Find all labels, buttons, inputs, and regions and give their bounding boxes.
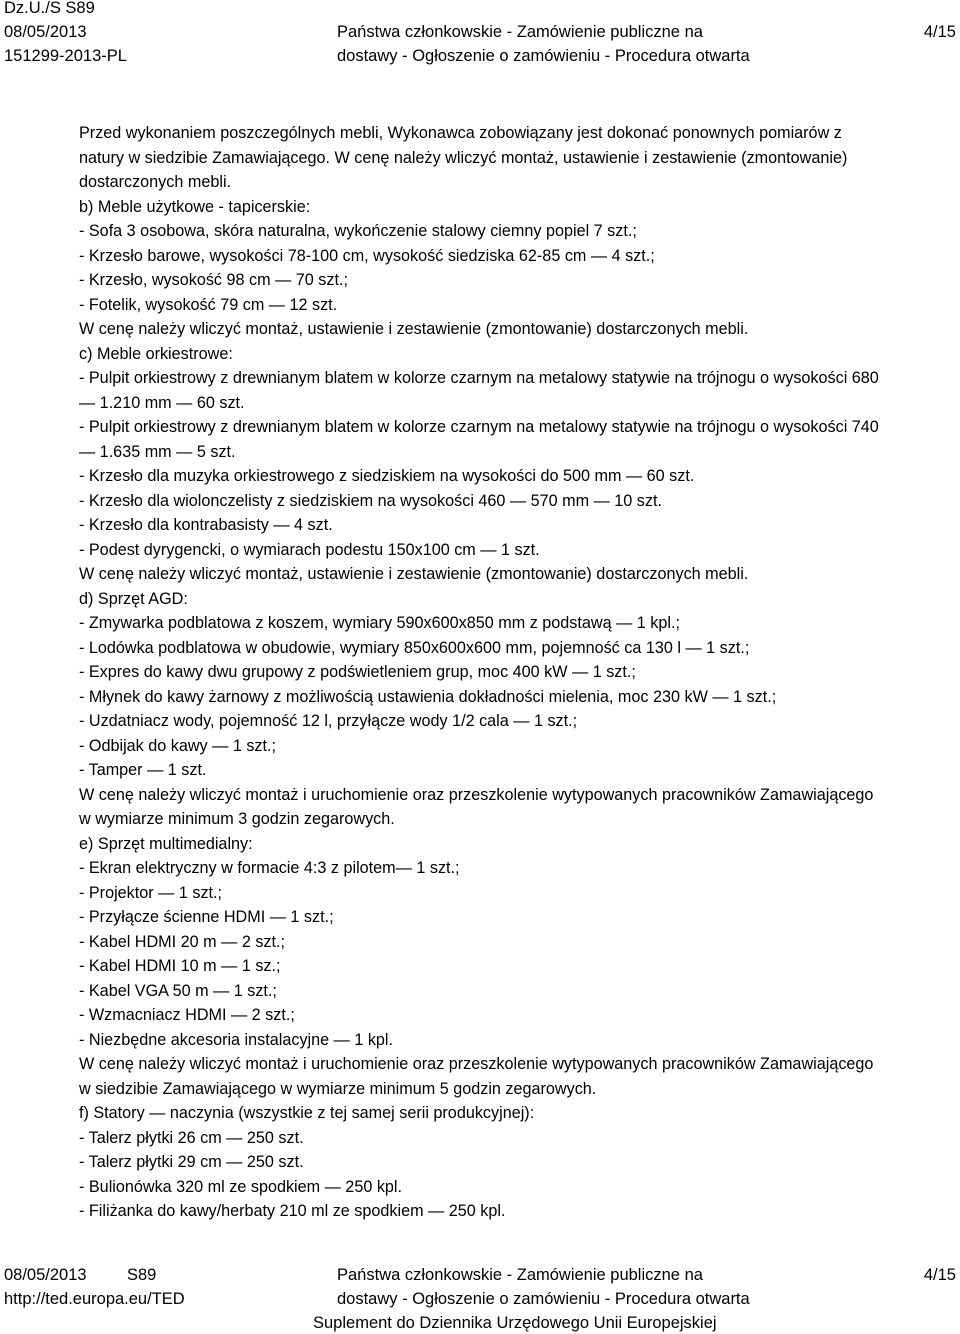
footer-page-number: 4/15 [923,1266,956,1284]
text-line: W cenę należy wliczyć montaż, ustawienie i zestawienie (zmontowanie) dostarczonych mebli. [79,320,749,338]
document-body [79,121,955,1224]
text-line: - Bulionówka 320 ml ze spodkiem — 250 kpl. [79,1177,403,1196]
footer-title-line2: dostawy - Ogłoszenie o zamówieniu - Procedura otwarta [337,1290,750,1308]
text-line: - Talerz płytki 26 cm — 250 szt. [79,1128,304,1147]
text-line: - Krzesło dla muzyka orkiestrowego z siedziskiem na wysokości do 500 mm — 60 szt. [79,467,695,485]
text-line: - Fotelik, wysokość 79 cm — 12 szt. [79,295,338,314]
footer-title-line1: Państwa członkowskie - Zamówienie publiczne na [337,1266,703,1284]
text-line: - Sofa 3 osobowa, skóra naturalna, wykończenie stalowy ciemny popiel 7 szt.; [79,222,637,240]
text-line: - Młynek do kawy żarnowy z możliwością ustawienia dokładności mielenia, moc 230 kW — 1 szt.; [79,687,777,706]
header-page-number: 4/15 [923,23,956,41]
text-line: - Niezbędne akcesoria instalacyjne — 1 kpl. [79,1030,394,1049]
text-line: - Talerz płytki 29 cm — 250 szt. [79,1153,304,1171]
text-line: W cenę należy wliczyć montaż i uruchomienie oraz przeszkolenie wytypowanych pracowników Zamawiającego [79,1055,874,1073]
text-line: - Ekran elektryczny w formacie 4:3 z pilotem— 1 szt.; [79,859,460,877]
text-line: - Kabel HDMI 10 m — 1 sz.; [79,957,281,975]
text-line: w siedzibie Zamawiającego w wymiarze minimum 5 godzin zegarowych. [79,1079,597,1098]
text-line: - Kabel VGA 50 m — 1 szt.; [79,981,277,1000]
text-line: - Przyłącze ścienne HDMI — 1 szt.; [79,908,334,926]
text-line: - Zmywarka podblatowa z koszem, wymiary 590x600x850 mm z podstawą — 1 kpl.; [79,614,680,632]
text-line: d) Sprzęt AGD: [79,589,188,608]
text-line: - Krzesło, wysokość 98 cm — 70 szt.; [79,271,348,289]
footer-date: 08/05/2013 [4,1266,87,1284]
text-line: c) Meble orkiestrowe: [79,344,233,363]
text-line: Przed wykonaniem poszczególnych mebli, Wykonawca zobowiązany jest dokonać ponownych pomiarów z [79,124,842,142]
text-line: - Uzdatniacz wody, pojemność 12 l, przyłącze wody 1/2 cala — 1 szt.; [79,712,578,730]
text-line: - Filiżanka do kawy/herbaty 210 ml ze spodkiem — 250 kpl. [79,1202,506,1220]
text-line: - Podest dyrygencki, o wymiarach podestu 150x100 cm — 1 szt. [79,540,540,559]
text-line: dostarczonych mebli. [79,173,232,191]
text-line: W cenę należy wliczyć montaż i uruchomienie oraz przeszkolenie wytypowanych pracowników Zamawiającego [79,785,874,804]
text-line: - Pulpit orkiestrowy z drewnianym blatem w kolorze czarnym na metalowy statywie na trójnogu o wysokości 680 [79,369,879,387]
text-line: - Krzesło barowe, wysokości 78-100 cm, wysokość siedziska 62-85 cm — 4 szt.; [79,246,655,265]
document-number: 151299-2013-PL [4,47,127,65]
journal-ref: Dz.U./S S89 [4,0,95,17]
text-line: - Projektor — 1 szt.; [79,883,223,902]
text-line: natury w siedzibie Zamawiającego. W cenę należy wliczyć montaż, ustawienie i zestawienie (zmontowanie) [79,148,848,167]
header-title-line2: dostawy - Ogłoszenie o zamówieniu - Procedura otwarta [337,47,750,65]
text-line: - Lodówka podblatowa w obudowie, wymiary 850x600x600 mm, pojemność ca 130 l — 1 szt.; [79,638,750,657]
text-line: - Wzmacniacz HDMI — 2 szt.; [79,1006,295,1024]
footer-title-line3: Suplement do Dziennika Urzędowego Unii Europejskiej [313,1314,717,1332]
text-line: b) Meble użytkowe - tapicerskie: [79,197,311,216]
text-line: — 1.210 mm — 60 szt. [79,393,245,412]
text-line: w wymiarze minimum 3 godzin zegarowych. [79,810,395,828]
text-line: - Tamper — 1 szt. [79,761,207,779]
footer-url: http://ted.europa.eu/TED [4,1290,185,1308]
text-line: - Kabel HDMI 20 m — 2 szt.; [79,932,285,951]
text-line: W cenę należy wliczyć montaż, ustawienie i zestawienie (zmontowanie) dostarczonych mebli. [79,565,749,583]
text-line: e) Sprzęt multimedialny: [79,834,253,853]
text-line: - Krzesło dla wiolonczelisty z siedziskiem na wysokości 460 — 570 mm — 10 szt. [79,491,662,510]
text-line: - Krzesło dla kontrabasisty — 4 szt. [79,516,333,534]
header-date: 08/05/2013 [4,23,87,41]
text-line: - Pulpit orkiestrowy z drewnianym blatem w kolorze czarnym na metalowy statywie na trójnogu o wysokości 740 [79,418,879,436]
text-line: f) Statory — naczynia (wszystkie z tej samej serii produkcyjnej): [79,1104,535,1122]
text-line: - Odbijak do kawy — 1 szt.; [79,736,277,755]
text-line: - Expres do kawy dwu grupowy z podświetleniem grup, moc 400 kW — 1 szt.; [79,663,636,681]
text-line: — 1.635 mm — 5 szt. [79,442,236,461]
header-title-line1: Państwa członkowskie - Zamówienie publiczne na [337,23,703,41]
footer-issue: S89 [127,1266,157,1284]
